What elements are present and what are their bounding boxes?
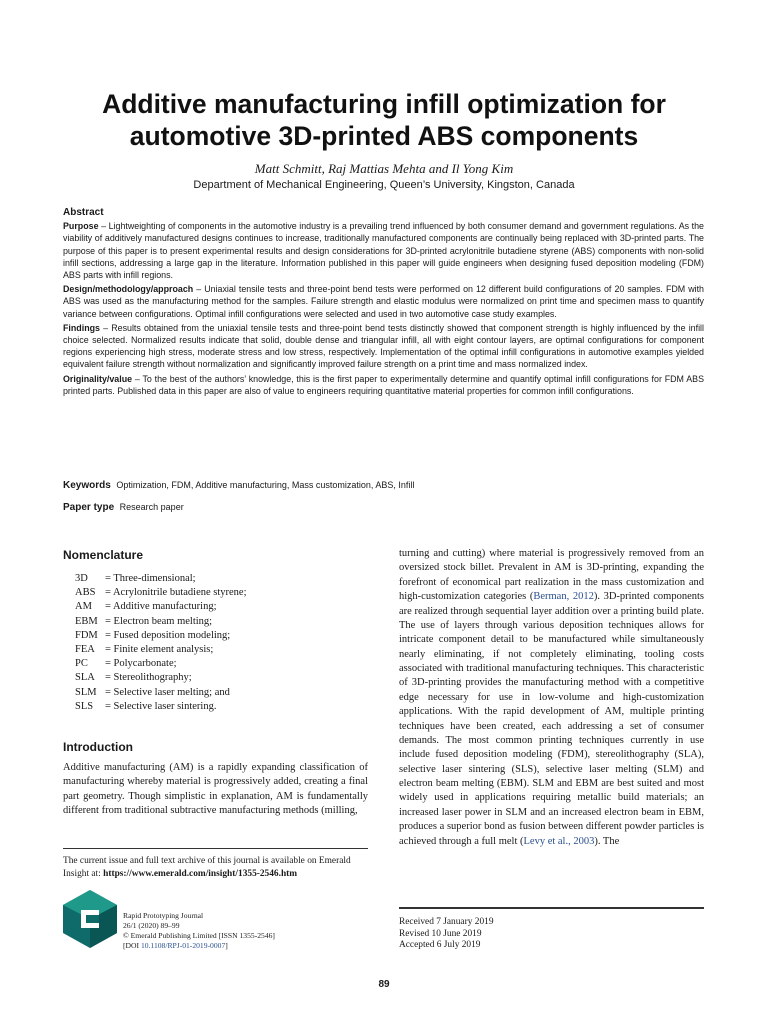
abstract-design-text: – Uniaxial tensile tests and three-point bend tests were performed on 12 different build configurations of 20 samples. FDM with ABS was used as the manufacturing method for the samples. Failure strength and elastic modulus were normalized on print time and specimen mass to quantify variance between configurations. Optimal infill configurations were selected and used in two automotive case study examples.: [63, 284, 704, 319]
nomenclature-def: = Additive manufacturing;: [105, 601, 217, 613]
abstract-purpose-text: – Lightweighting of components in the automotive industry is a prevailing trend influenced by both consumer demand and government regulations. As the viability of additively manufactured designs continues to increase, traditionally manufactured components are continually being replaced with 3D-printed parts. The purpose of this paper is to present experimental results and design considerations for 3D-printed acrylonitrile butadiene styrene (ABS) components with non-solid infill sections, addressing a large gap in the literature. Information published in this paper will guide engineers when designing fused deposition modeling (FDM) ABS parts with infill regions.: [63, 221, 704, 281]
page-number: 89: [378, 979, 390, 990]
nomenclature-def: = Polycarbonate;: [105, 658, 177, 670]
nomenclature-item: [75, 671, 247, 685]
nomenclature-abbr: SLM: [75, 686, 97, 698]
keywords: [63, 480, 704, 491]
keywords-text: Optimization, FDM, Additive manufacturing, Mass customization, ABS, Infill: [116, 480, 415, 490]
abstract-originality: [63, 373, 704, 397]
nomenclature-def: = Selective laser sintering.: [105, 700, 217, 712]
emerald-logo-icon: [63, 890, 117, 948]
introduction-continued: [399, 547, 704, 849]
introduction-heading: Introduction: [63, 740, 133, 754]
received-date: Received 7 January 2019: [399, 917, 494, 927]
nomenclature-item: [75, 572, 247, 586]
footnote-url[interactable]: https://www.emerald.com/insight/1355-2546.htm: [103, 869, 298, 879]
nomenclature-abbr: SLS: [75, 700, 94, 712]
authors: Matt Schmitt, Raj Mattias Mehta and Il Yong Kim: [254, 161, 514, 176]
nomenclature-abbr: SLA: [75, 672, 95, 684]
abstract-originality-text: – To the best of the authors’ knowledge, this is the first paper to experimentally determine and quantify optimal infill configurations for FDM ABS printed parts. Published data in this paper are also of value to engineers requiring quantitative material properties for common infill configurations.: [63, 373, 704, 396]
doi-prefix: [DOI: [123, 941, 141, 950]
nomenclature-item: [75, 586, 247, 600]
journal-name: Rapid Prototyping Journal: [123, 911, 204, 920]
paper-type-label: Paper type: [63, 502, 115, 513]
introduction-text: Additive manufacturing (AM) is a rapidly expanding classification of manufacturing whereby material is progressively added, creating a final part geometry. Though simplistic in explanation, AM is fundamentally different from traditional subtractive manufacturing methods (milling,: [63, 762, 368, 817]
journal-issue: 26/1 (2020) 89–99: [123, 921, 180, 930]
doi-suffix: ]: [225, 941, 228, 950]
journal-doi: [123, 941, 275, 951]
nomenclature-def: = Selective laser melting; and: [105, 686, 230, 698]
article-dates: [399, 917, 494, 952]
keywords-label: Keywords: [63, 480, 111, 491]
affiliation: Department of Mechanical Engineering, Queen’s University, Kingston, Canada: [193, 179, 575, 191]
nomenclature-abbr: PC: [75, 658, 88, 670]
abstract-design-label: Design/methodology/approach: [63, 284, 194, 295]
right-text-1: turning and cutting) where material is progressively removed from an oversized stock billet. Prevalent in AM is 3D-printing, expanding the forefront of economical part realization in the mass customization and high-customization categories (: [399, 548, 704, 603]
nomenclature-abbr: ABS: [75, 587, 96, 599]
nomenclature-abbr: FEA: [75, 644, 95, 656]
journal-publisher: © Emerald Publishing Limited [ISSN 1355-2546]: [123, 931, 275, 940]
right-text-2: ). 3D-printed components are realized through sequential layer addition over a printing build plate. The use of layers through various deposition techniques allows for intricate component detail to be manufactured while simultaneously nearly eliminating, if not completely eliminating, tooling costs associated with traditional manufacturing techniques. This characteristic of 3D-printing provides the manufacturing method with a competitive edge necessary for use in low-volume and high-customization applications. With the rapid development of AM, multiple printing techniques have been created, each addressing a set of consumer demands. The most common printing techniques currently in use include fused deposition modeling (FDM), stereolithography (SLA), selective laser sintering (SLS), selective laser melting (SLM) and electron beam melting (EBM). SLM and EBM are best suited and most widely used in applications requiring metallic build materials; an increased laser power in SLM and an increased electron beam in EBM, produces a superior bond as fusion between different powder particles is achieved through a full melt (: [399, 591, 705, 847]
nomenclature-abbr: AM: [75, 601, 92, 613]
nomenclature-def: = Stereolithography;: [105, 672, 192, 684]
abstract-originality-label: Originality/value: [63, 373, 133, 384]
accepted-date: Accepted 6 July 2019: [399, 940, 481, 951]
nomenclature-def: = Three-dimensional;: [105, 573, 196, 584]
abstract-findings-label: Findings: [63, 322, 100, 333]
nomenclature-def: = Fused deposition modeling;: [105, 629, 231, 641]
doi-link[interactable]: 10.1108/RPJ-01-2019-0007: [140, 941, 226, 950]
paper-title: [40, 88, 728, 152]
abstract: [63, 207, 704, 399]
dates-divider: [399, 907, 704, 909]
nomenclature-def: = Finite element analysis;: [105, 644, 214, 656]
abstract-purpose: [63, 220, 704, 281]
abstract-design: [63, 283, 704, 320]
nomenclature-item: [75, 686, 247, 700]
abstract-findings-text: – Results obtained from the uniaxial tensile tests and three-point bend tests distinctly showed that component strength is highly influenced by the infill choice selected. Normalized results indicate that solid, double dense and triangular infill, all with eight contour layers, are optimal configurations for component regions experiencing high stress, moderate stress and low stress, respectively. Implementation of the optimal infill configurations in automotive examples yielded equivalent failure strength without normalization and significantly improved failure strength on a print time and mass normalized index.: [63, 322, 704, 370]
title-line-1: Additive manufacturing infill optimization for: [102, 89, 666, 119]
nomenclature-abbr: FDM: [75, 629, 98, 641]
nomenclature-def: = Electron beam melting;: [105, 615, 213, 627]
abstract-heading: Abstract: [63, 207, 104, 218]
nomenclature-item: [75, 643, 247, 657]
nomenclature-def: = Acrylonitrile butadiene styrene;: [105, 587, 247, 599]
footnote-text: The current issue and full text archive of this journal is available on Emerald Insight at:: [63, 856, 351, 879]
journal-info: [123, 911, 275, 951]
abstract-purpose-label: Purpose: [63, 221, 99, 232]
nomenclature-abbr: 3D: [75, 573, 88, 584]
abstract-findings: [63, 322, 704, 371]
citation-levy[interactable]: Levy et al., 2003: [523, 835, 595, 847]
paper-type: [63, 502, 704, 513]
paper-type-text: Research paper: [119, 502, 184, 512]
nomenclature-item: [75, 657, 247, 671]
citation-berman[interactable]: Berman, 2012: [533, 591, 594, 603]
footnote-divider: [63, 848, 368, 849]
nomenclature-item: [75, 629, 247, 643]
title-line-2: automotive 3D-printed ABS components: [129, 121, 639, 151]
nomenclature-abbr: EBM: [75, 615, 98, 627]
nomenclature-list: [75, 572, 247, 714]
nomenclature-heading: Nomenclature: [63, 548, 144, 562]
nomenclature-item: [75, 700, 247, 714]
footnote: [63, 855, 373, 881]
right-text-3: ). The: [594, 835, 620, 847]
revised-date: Revised 10 June 2019: [399, 928, 482, 939]
nomenclature-item: [75, 600, 247, 614]
nomenclature-item: [75, 615, 247, 629]
